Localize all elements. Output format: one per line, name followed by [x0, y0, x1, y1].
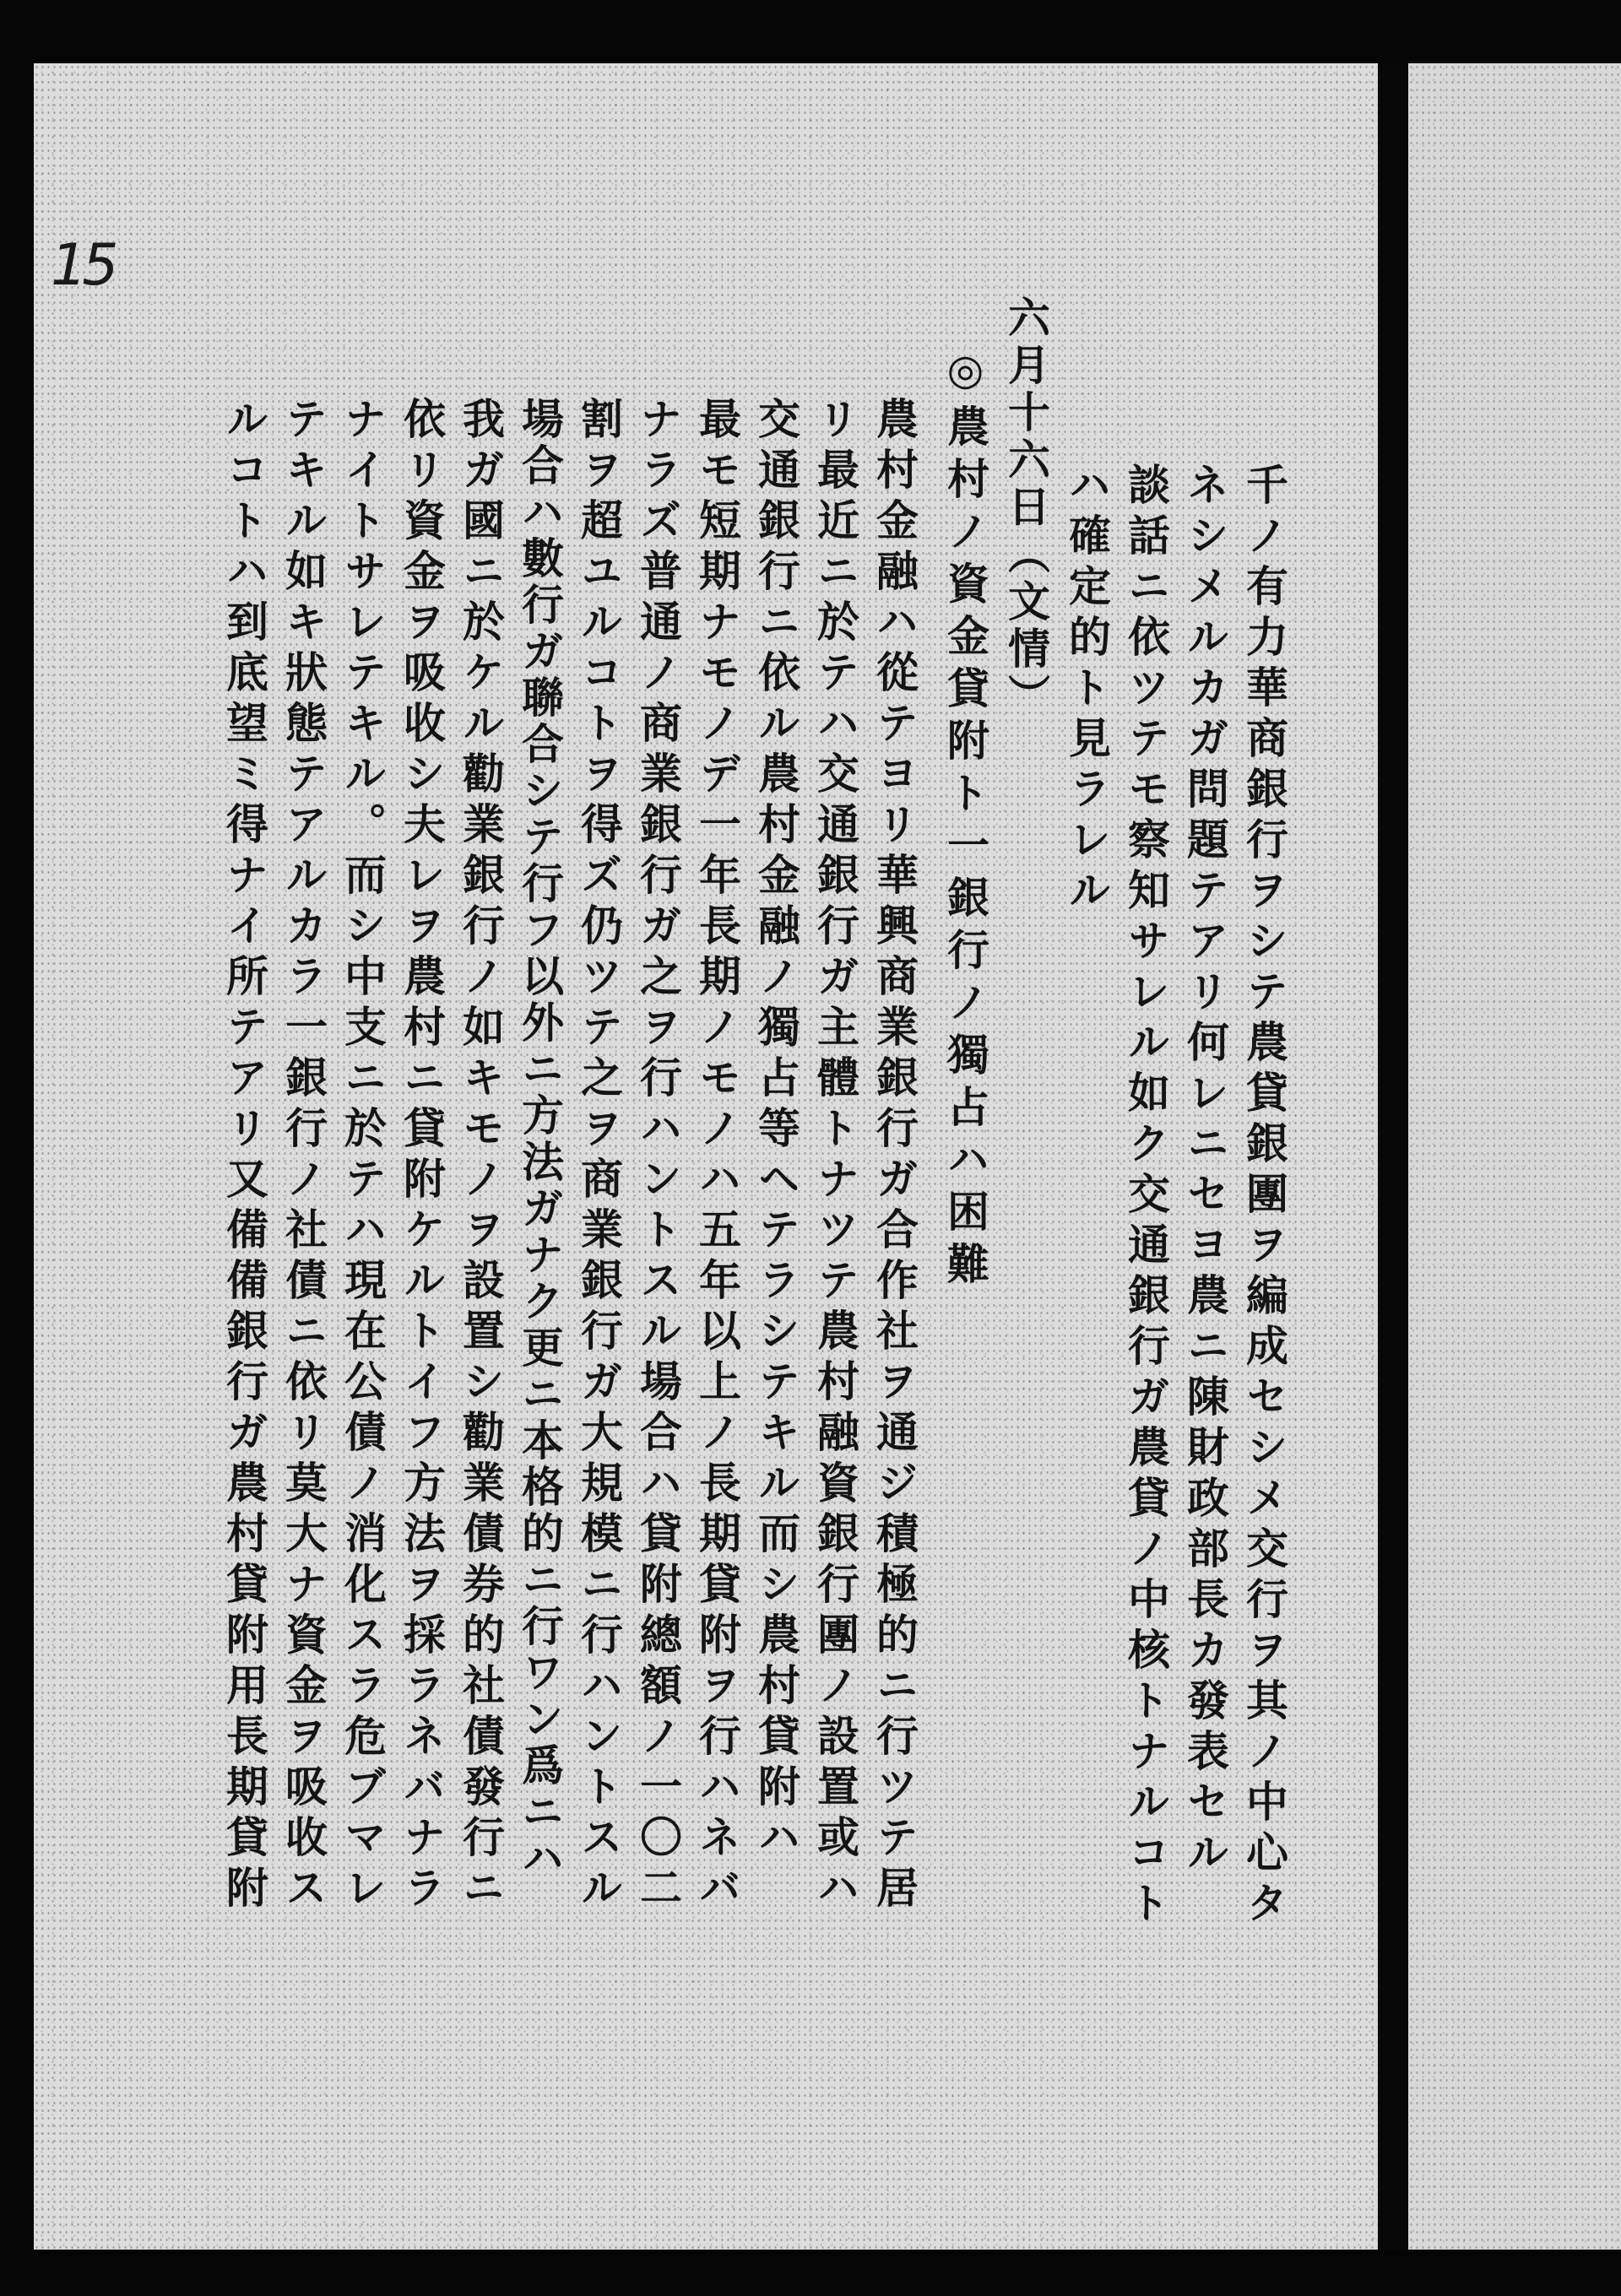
text-column: テキル如キ狀態テアルカラ一銀行ノ社債ニ依リ莫大ナ資金ヲ吸收ス	[279, 397, 328, 1916]
text-column: ルコトハ到底望ミ得ナイ所テアリ又備備銀行ガ農村貸附用長期貸附	[220, 397, 269, 1916]
text-column: リ最近ニ於テハ交通銀行ガ主體トナツテ農村融資銀行團ノ設置或ハ	[810, 397, 860, 1916]
book-gutter	[1378, 63, 1408, 2250]
date-line: 六月十六日（文情）	[1001, 295, 1051, 721]
text-column: 談話ニ依ツテモ察知サレル如ク交通銀行ガ農貸ノ中核トナルコト	[1121, 463, 1171, 1931]
text-column: 割ヲ超ユルコトヲ得ズ仍ツテ之ヲ商業銀行ガ大規模ニ行ハントスル	[574, 397, 624, 1916]
text-column: 千ノ有力華商銀行ヲシテ農貸銀團ヲ編成セシメ交行ヲ其ノ中心タ	[1239, 463, 1289, 1931]
text-column: ネシメルカガ問題テアリ何レニセヨ農ニ陳財政部長カ發表セル	[1180, 463, 1230, 1881]
text-column: 最モ短期ナモノデ一年長期ノモノハ五年以上ノ長期貸附ヲ行ハネバ	[692, 397, 742, 1916]
text-column: 場合ハ數行ガ聯合シテ行フ以外ニ方法ガナク更ニ本格的ニ行ワン爲ニハ	[515, 397, 565, 1882]
article-heading: ◎農村ノ資金貸附ト一銀行ノ獨占ハ困難	[941, 344, 990, 1294]
text-column: ナラズ普通ノ商業銀行ガ之ヲ行ハントスル場合ハ貸附總額ノ一〇二	[633, 397, 683, 1916]
text-column: 農村金融ハ從テヨリ華興商業銀行ガ合作社ヲ通ジ積極的ニ行ツテ居	[870, 397, 919, 1916]
text-column: 依リ資金ヲ吸收シ夫レヲ農村ニ貸附ケルトイフ方法ヲ採ラネバナラ	[397, 397, 447, 1916]
text-column: 交通銀行ニ依ル農村金融ノ獨占等ヘテラシテキル而シ農村貸附ハ	[751, 397, 801, 1866]
text-column: ナイトサレテキル。而シ中支ニ於テハ現在公債ノ消化スラ危ブマレ	[338, 397, 388, 1916]
facing-page-edge	[1408, 63, 1621, 2250]
text-column: 我ガ國ニ於ケル勸業銀行ノ如キモノヲ設置シ勸業債券的社債發行ニ	[456, 397, 506, 1916]
page-number: 15	[51, 232, 114, 299]
text-column: ハ確定的ト見ラレル	[1062, 463, 1112, 918]
